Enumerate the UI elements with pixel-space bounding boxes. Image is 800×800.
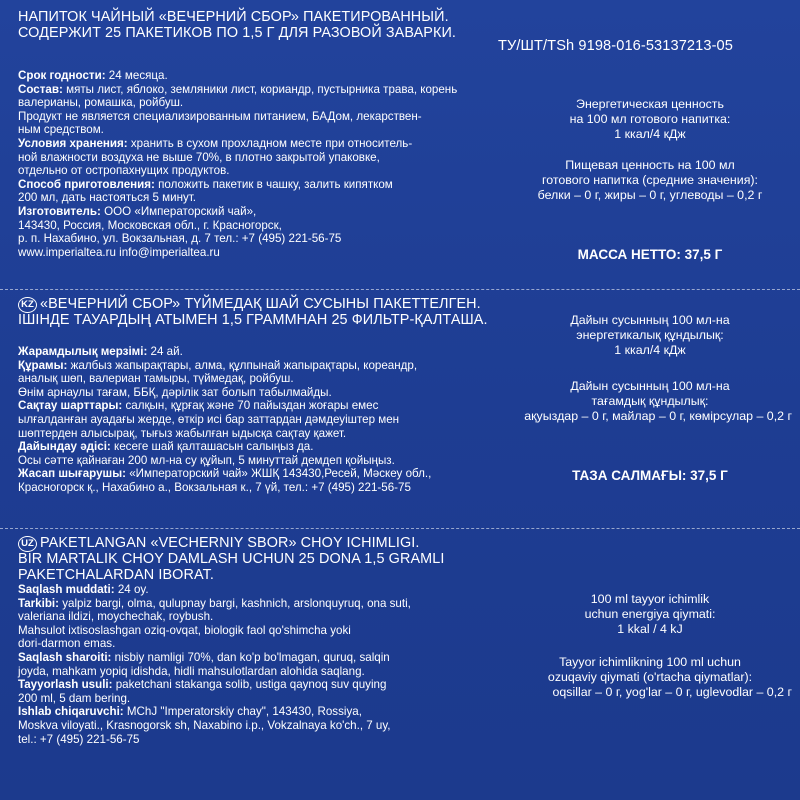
uz-body-line	[18, 597, 488, 611]
uz-nutrition-line: Tayyor ichimlikning 100 ml uchun	[559, 655, 741, 669]
uz-heading-line	[18, 536, 498, 552]
ru-body-line	[18, 110, 488, 124]
ru-field-text: ным средством.	[18, 123, 104, 137]
kz-energy	[500, 313, 800, 358]
uz-field-text: 24 oy.	[114, 583, 149, 596]
kz-body-line	[18, 413, 488, 427]
uz-body-line	[18, 733, 488, 747]
uz-field-text: dori-darmon emas.	[18, 637, 116, 651]
uz-field-text: yalpiz bargi, olma, qulupnay bargi, kashnich, arslonquyruq, ona suti,	[59, 596, 411, 610]
ru-nutrition-line: Пищевая ценность на 100 мл	[565, 158, 735, 172]
uz-energy-line: 1 kkal / 4 kJ	[617, 622, 683, 636]
uz-field-label: Tayyorlash usuli:	[18, 678, 113, 692]
uz-body-line	[18, 665, 488, 679]
ru-heading-line: СОДЕРЖИТ 25 ПАКЕТИКОВ ПО 1,5 Г ДЛЯ РАЗОВОЙ ЗАВАРКИ.	[18, 24, 457, 41]
uz-body-line	[18, 678, 488, 692]
ru-field-text: хранить в сухом прохладном месте при относитель-	[127, 136, 413, 150]
ru-field-label: Способ приготовления:	[18, 177, 155, 191]
ru-field-label: Срок годности:	[18, 69, 106, 82]
uz-body	[18, 583, 488, 746]
ru-energy-line: 1 ккал/4 кДж	[614, 127, 686, 141]
ru-body-line	[18, 219, 488, 233]
kz-energy-line: Дайын сусынның 100 мл-на	[570, 313, 730, 327]
uz-heading-line: BIR MARTALIK CHOY DAMLASH UCHUN 25 DONA 1,5 GRAMLI	[18, 551, 445, 567]
kz-body-line	[18, 345, 488, 359]
ru-nutrition-line: белки – 0 г, жиры – 0 г, углеводы – 0,2 г	[537, 188, 763, 202]
ru-body-line	[18, 69, 488, 83]
uz-field-text: nisbiy namligi 70%, dan ko'p bo'lmagan, quruq, salqin	[111, 650, 390, 664]
ru-field-label: Изготовитель:	[18, 204, 101, 218]
kz-nutrition-line: ақуыздар – 0 г, майлар – 0 г, көмірсулар – 0,2 г	[524, 409, 792, 423]
kz-heading	[18, 297, 498, 329]
kz-field-label: Дайындау әдісі:	[18, 440, 111, 454]
ru-field-text: ООО «Императорский чай»,	[100, 204, 257, 218]
ru-field-text: положить пакетик в чашку, залить кипятком	[154, 177, 393, 191]
uz-body-line	[18, 719, 488, 733]
ru-body-line	[18, 123, 488, 137]
uz-body-line	[18, 624, 488, 638]
kz-field-text: ылғалданған ауадағы жерде, өткір исі бар заттардан дәмдеуіштер мен	[18, 412, 400, 426]
ru-nutrition-line: готового напитка (средние значения):	[542, 173, 758, 187]
kz-field-text: шөптерден алысырақ, тығыз жабылған ыдысқа сақтау қажет.	[18, 426, 347, 440]
kz-body-line	[18, 399, 488, 413]
ru-body-line	[18, 164, 488, 178]
uz-field-text: Moskva viloyati., Krasnogorsk sh, Naxabino i.p., Vokzalnaya ko'ch., 7 uy,	[18, 718, 391, 732]
uz-body-line	[18, 610, 488, 624]
uz-field-label: Saqlash sharoiti:	[18, 650, 112, 664]
ru-field-text: мяты лист, яблоко, земляники лист, кориандр, пустырника трава, корень	[62, 82, 458, 96]
uz-field-text: 200 ml, 5 dam bering.	[18, 691, 131, 705]
ru-field-label: Состав:	[18, 82, 63, 96]
uz-body-line	[18, 637, 488, 651]
ru-field-label: Условия хранения:	[18, 136, 128, 150]
uz-field-text: joyda, mahkam yopiq idishda, hidli mahsulotlardan alohida saqlang.	[18, 664, 365, 678]
uz-body-line	[18, 583, 488, 597]
kz-field-text: Красногорск қ., Нахабино а., Вокзальная к., 7 үй, тел.: +7 (495) 221-56-75	[18, 480, 411, 494]
kz-field-label: Жарамдылық мерзімі:	[18, 345, 148, 358]
kz-nutrition-line: тағамдық құндылық:	[591, 394, 709, 408]
ru-body-line	[18, 151, 488, 165]
uz-flag-badge: UZ	[18, 536, 37, 552]
uz-field-text: valeriana ildizi, moychechak, roybush.	[18, 610, 214, 624]
kz-body-line	[18, 372, 488, 386]
ru-field-text: 200 мл, дать настояться 5 минут.	[18, 191, 197, 205]
ru-body-line	[18, 232, 488, 246]
kz-body-line	[18, 440, 488, 454]
ru-field-text: отдельно от остропахнущих продуктов.	[18, 164, 230, 178]
kz-field-text: салқын, құрғақ және 70 пайыздан жоғары емес	[122, 399, 379, 413]
uz-nutrition	[500, 655, 800, 700]
uz-body-line	[18, 651, 488, 665]
ru-body-line	[18, 96, 488, 110]
ru-body-line	[18, 246, 488, 260]
ru-energy-line: Энергетическая ценность	[576, 97, 724, 111]
kz-energy-line: 1 ккал/4 кДж	[614, 343, 686, 357]
section-divider	[0, 289, 800, 290]
uz-field-label: Ishlab chiqaruvchi:	[18, 705, 124, 719]
kz-energy-line: энергетикалық құндылық:	[576, 328, 724, 342]
kz-body	[18, 345, 488, 495]
uz-nutrition-line: oqsillar – 0 г, yog'lar – 0 г, uglevodlar – 0,2 г	[552, 685, 792, 699]
ru-body-line	[18, 205, 488, 219]
kz-field-text: кесеге шай қалташасын салыңыз да.	[110, 440, 314, 454]
kz-field-label: Жасап шығарушы:	[18, 467, 126, 481]
kz-net-mass: ТАЗА САЛМАҒЫ: 37,5 Г	[572, 468, 728, 483]
uz-field-text: paketchani stakanga solib, ustiga qaynoq suv quying	[112, 678, 387, 692]
kz-body-line	[18, 359, 488, 373]
kz-body-line	[18, 386, 488, 400]
ru-net-mass: МАССА НЕТТО: 37,5 Г	[577, 247, 723, 262]
uz-body-line	[18, 692, 488, 706]
uz-field-text: MChJ "Imperatorskiy chay", 143430, Rossiya,	[123, 705, 362, 719]
uz-heading	[18, 536, 498, 583]
kz-body-line	[18, 467, 488, 481]
kz-heading-line	[18, 297, 498, 313]
ru-body	[18, 69, 488, 259]
ru-body-line	[18, 83, 488, 97]
kz-field-label: Сақтау шарттары:	[18, 399, 123, 413]
ru-field-text: валерианы, ромашка, ройбуш.	[18, 96, 184, 110]
uz-field-label: Tarkibi:	[18, 596, 60, 610]
kz-nutrition	[500, 379, 800, 424]
section-divider	[0, 528, 800, 529]
kz-heading-line: ІШІНДЕ ТАУАРДЫҢ АТЫМЕН 1,5 ГРАММНАН 25 ФИЛЬТР-ҚАЛТАША.	[18, 312, 488, 328]
kz-field-label: Құрамы:	[18, 358, 68, 372]
ru-energy	[500, 97, 800, 142]
kz-body-line	[18, 481, 488, 495]
uz-nutrition-line: ozuqaviy qiymati (o'rtacha qiymatlar):	[547, 670, 753, 684]
uz-field-text: tel.: +7 (495) 221-56-75	[18, 732, 140, 746]
ru-body-line	[18, 178, 488, 192]
kz-nutrition-line: Дайын сусынның 100 мл-на	[570, 379, 730, 393]
kz-heading-text: «ВЕЧЕРНИЙ СБОР» ТҮЙМЕДАҚ ШАЙ СУСЫНЫ ПАКЕТТЕЛГЕН.	[40, 296, 481, 312]
uz-field-text: Mahsulot ixtisoslashgan oziq-ovqat, biologik faol qo'shimcha yoki	[18, 623, 351, 637]
uz-energy-line: 100 ml tayyor ichimlik	[590, 592, 710, 606]
uz-body-line	[18, 705, 488, 719]
uz-heading-line: PAKETCHALARDAN IBORAT.	[18, 566, 214, 583]
uz-energy-line: uchun energiya qiymati:	[584, 607, 716, 621]
ru-field-text: Продукт не является специализированным питанием, БАДом, лекарствен-	[18, 109, 422, 123]
uz-heading-text: PAKETLANGAN «VECHERNIY SBOR» CHOY ICHIMLIGI.	[40, 535, 420, 551]
ru-field-text: р. п. Нахабино, ул. Вокзальная, д. 7 тел.: +7 (495) 221-56-75	[18, 232, 342, 246]
ru-heading	[18, 10, 498, 41]
kz-field-text: Өнім арнаулы тағам, ББҚ, дәрілік зат болып табылмайды.	[18, 385, 332, 399]
uz-field-label: Saqlash muddati:	[18, 583, 115, 596]
ru-nutrition	[500, 158, 800, 203]
kz-field-text: 24 ай.	[147, 345, 183, 358]
ru-field-text: 143430, Россия, Московская обл., г. Красногорск,	[18, 218, 282, 232]
kz-field-text: Осы сәтте қайнаған 200 мл-на су құйып, 5 минуттай демдеп қойыңыз.	[18, 453, 395, 467]
kz-body-line	[18, 454, 488, 468]
ru-field-text: ной влажности воздуха не выше 70%, в плотно закрытой упаковке,	[18, 150, 380, 164]
uz-energy	[500, 592, 800, 637]
kz-body-line	[18, 427, 488, 441]
kz-field-text: жалбыз жапырақтары, алма, құлпынай жапырақтары, кореандр,	[67, 358, 418, 372]
ru-body-line	[18, 137, 488, 151]
kz-flag-badge: KZ	[18, 297, 37, 313]
ru-energy-line: на 100 мл готового напитка:	[569, 112, 731, 126]
tu-code: ТУ/ШТ/TSh 9198-016-53137213-05	[498, 38, 733, 54]
ru-heading-line: НАПИТОК ЧАЙНЫЙ «ВЕЧЕРНИЙ СБОР» ПАКЕТИРОВАННЫЙ.	[18, 9, 449, 25]
ru-body-line	[18, 191, 488, 205]
kz-field-text: аналық шөп, валериан тамыры, түймедақ, ройбуш.	[18, 372, 294, 386]
ru-field-text: www.imperialtea.ru info@imperialtea.ru	[18, 245, 220, 259]
kz-field-text: «Императорский чай» ЖШҚ 143430,Ресей, Мәскеу обл.,	[125, 467, 432, 481]
ru-field-text: 24 месяца.	[105, 69, 168, 82]
